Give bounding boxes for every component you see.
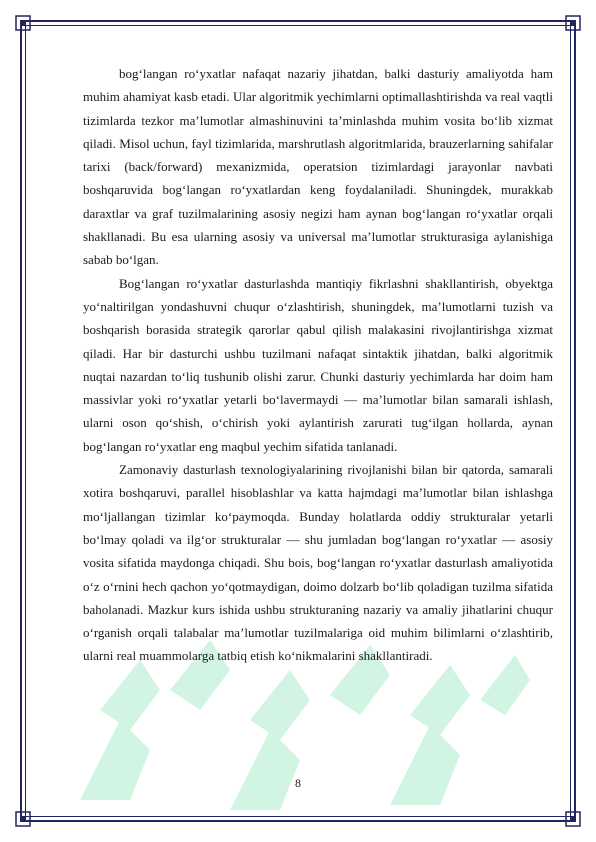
corner-ornament-top-right <box>565 15 581 31</box>
body-text <box>83 62 553 668</box>
corner-ornament-bottom-right <box>565 811 581 827</box>
paragraph-1: bog‘langan ro‘yxatlar nafaqat nazariy jihatdan, balki dasturiy amaliyotda ham muhim ahamiyat kasb etadi. Ular algoritmik yechimlarni optimallashtirishda va real vaqtli tizimlarda tezkor ma’lumotlar almashinuvini ta’minlashda muhim vosita bo‘lib xizmat qiladi. Misol uchun, fayl tizimlarida, marshrutlash algoritmlarida, brauzerlarning sahifalar tarixi (back/forward) mexanizmida, operatsion tizimlardagi jarayonlar navbati boshqaruvida bog‘langan ro‘yxatlardan keng foydalaniladi. Shuningdek, murakkab daraxtlar va graf tuzilmalarining asosiy negizi ham aynan bog‘langan ro‘yxatlar orqali shakllanadi. Bu esa ularning asosiy va universal ma’lumotlar strukturasiga aylanishiga sabab bo‘lgan. <box>83 66 553 268</box>
paragraph-2: Bog‘langan ro‘yxatlar dasturlashda mantiqiy fikrlashni shakllantirish, obyektga yo‘naltirilgan yondashuvni chuqur o‘zlashtirish, shuningdek, ma’lumotlarni tuzish va boshqarish borasida strategik qarorlar qabul qilish malakasini rivojlantirishga xizmat qiladi. Har bir dasturchi ushbu tuzilmani nafaqat sintaktik jihatdan, balki algoritmik nuqtai nazardan to‘liq tushunib olishi zarur. Chunki dasturiy yechimlarda har doim ham massivlar yoki ro‘yxatlar yetarli bo‘lavermaydi — ma’lumotlar bilan samarali ishlash, ularni oson qo‘shish, o‘chirish yoki aylantirish zarurati tug‘ilgan hollarda, aynan bog‘langan ro‘yxatlar eng maqbul yechim sifatida tanlanadi. <box>83 275 553 454</box>
page-number: 8 <box>295 776 301 790</box>
paragraph-3: Zamonaviy dasturlash texnologiyalarining rivojlanishi bilan bir qatorda, samarali xotira boshqaruvi, parallel hisoblashlar va katta hajmdagi ma’lumotlar bilan ishlashga mo‘ljallangan tizimlar ko‘paymoqda. Bunday holatlarda oddiy strukturalar yetarli bo‘lmay qoladi va ilg‘or strukturalar — shu jumladan bog‘langan ro‘yxatlar — asosiy vosita sifatida maydonga chiqadi. Shu bois, bog‘langan ro‘yxatlar dasturlash amaliyotida o‘z o‘rnini hech qachon yo‘qotmaydigan, doimo dolzarb bo‘lib qoladigan tuzilma sifatida baholanadi. Mazkur kurs ishida ushbu strukturaning nazariy va amaliy jihatlarini chuqur o‘rganish orqali talabalar ma’lumotlar tuzilmalariga oid muhim bilimlarni o‘zlashtirib, ularni real muammolarga tatbiq etish ko‘nikmalarini shakllantiradi. <box>83 462 553 664</box>
corner-ornament-bottom-left <box>15 811 31 827</box>
corner-ornament-top-left <box>15 15 31 31</box>
